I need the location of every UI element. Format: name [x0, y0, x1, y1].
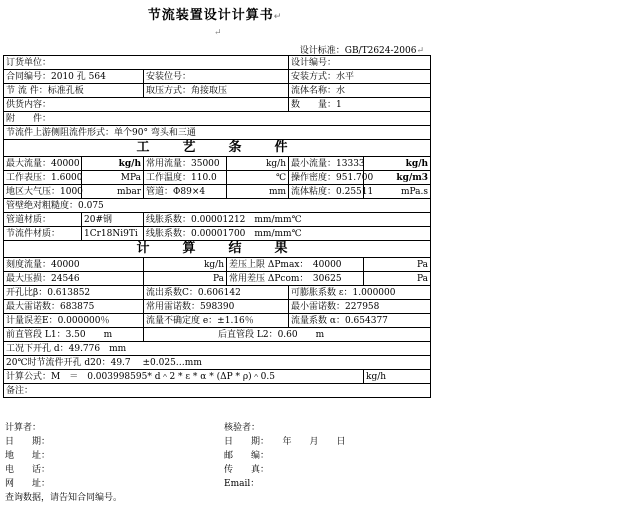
orifice-diameter-working: 工况下开孔 d：49.776 mm [4, 342, 431, 356]
flow-uncertainty: 流量不确定度 e：±1.16％ [144, 314, 289, 328]
max-reynolds: 最大雷诺数：683875 [4, 300, 144, 314]
working-pressure-unit: MPa [82, 171, 144, 185]
form-row [4, 356, 431, 370]
order-unit: 订货单位： [4, 56, 289, 70]
form-row [4, 213, 431, 227]
pipe-material-label: 管道材质： [4, 213, 82, 227]
form-row [4, 171, 431, 185]
formula-unit: kg/h [364, 370, 431, 384]
flow-coef: 流量系数 α：0.654377 [289, 314, 431, 328]
form-row [4, 140, 431, 157]
dp-common-unit: Pa [364, 272, 431, 286]
checked-by: 核验者： [224, 423, 261, 433]
discharge-coef: 流出系数C：0.606142 [144, 286, 289, 300]
address: 地 址： [5, 451, 51, 461]
section-calc-results: 计 算 结 果 [4, 241, 431, 258]
form-row [4, 185, 431, 199]
contract-no: 合同编号：2010 孔 564 [4, 70, 144, 84]
form-row [4, 328, 431, 342]
telephone: 电 话： [5, 465, 51, 475]
form-row [4, 258, 431, 272]
dp-max: 差压上限 ΔPmax： 40000 [227, 258, 364, 272]
element-material-label: 节流件材质： [4, 227, 82, 241]
form-row [4, 300, 431, 314]
email: Email： [224, 479, 260, 489]
fax: 传 真： [224, 465, 270, 475]
date-left: 日 期： [5, 437, 51, 447]
remarks: 备注： [4, 384, 431, 398]
fluid-name: 流体名称：水 [289, 84, 431, 98]
working-temp-unit: ℃ [227, 171, 289, 185]
postcode: 邮 编： [224, 451, 270, 461]
min-reynolds: 最小雷诺数：227958 [289, 300, 431, 314]
form-row [4, 56, 431, 70]
upstream-resistance: 节流件上游侧阻流件形式：单个90° 弯头和三通 [4, 126, 431, 140]
dp-common: 常用差压 ΔPcom： 30625 [227, 272, 364, 286]
pipe-size-unit: mm [227, 185, 289, 199]
form-row [4, 241, 431, 258]
max-flow-unit: kg/h [82, 157, 144, 171]
scale-flow: 刻度流量：40000 [4, 258, 144, 272]
working-temp: 工作温度：110.0 [144, 171, 227, 185]
date-right: 日 期： 年 月 日 [224, 437, 346, 447]
supply-content: 供货内容： [4, 98, 289, 112]
element-material: 1Cr18Ni9Ti [82, 227, 144, 241]
form-row [4, 370, 431, 384]
quantity: 数 量：1 [289, 98, 431, 112]
calc-formula: 计算公式：M ＝ 0.003998595* d＾2 * ε * α * (ΔP * ρ)＾0.5 [4, 370, 364, 384]
form-row [4, 272, 431, 286]
atm-pressure-unit: mbar [82, 185, 144, 199]
form-row [4, 384, 431, 398]
form-row [4, 84, 431, 98]
form-row [4, 199, 431, 213]
design-form-table [3, 55, 431, 398]
beta-ratio: 开孔比β：0.613852 [4, 286, 144, 300]
viscosity-unit: mPa.s [364, 185, 431, 199]
downstream-length: 后直管段 L2：0.60 m [144, 328, 431, 342]
website: 网 址： [5, 479, 51, 489]
pipe-size: 管道：Φ89×4 [144, 185, 227, 199]
form-row [4, 126, 431, 140]
form-row [4, 70, 431, 84]
accessories: 附 件： [4, 112, 431, 126]
orifice-diameter-20c: 20℃时节流件开孔 d20：49.7 ±0.025…mm [4, 356, 431, 370]
calculated-by: 计算者： [5, 423, 42, 433]
metering-error: 计量误差E：0.000000％ [4, 314, 144, 328]
common-flow: 常用流量：35000 [144, 157, 227, 171]
document-title: 节流装置设计计算书↵ [147, 8, 283, 23]
throttle-element: 节 流 件：标准孔板 [4, 84, 144, 98]
common-flow-unit: kg/h [227, 157, 289, 171]
atm-pressure: 地区大气压：1000 [4, 185, 82, 199]
form-row [4, 98, 431, 112]
form-row [4, 157, 431, 171]
form-row [4, 112, 431, 126]
fluid-viscosity: 流体粘度：0.25511 [289, 185, 364, 199]
density-unit: kg/m3 [364, 171, 431, 185]
paragraph-mark: ↵ [214, 28, 222, 38]
dp-max-unit: Pa [364, 258, 431, 272]
scale-flow-unit: kg/h [144, 258, 227, 272]
form-row [4, 227, 431, 241]
pipe-material: 20#钢 [82, 213, 144, 227]
form-row [4, 314, 431, 328]
min-flow: 最小流量：13333 [289, 157, 364, 171]
pressure-tapping: 取压方式：角接取压 [144, 84, 289, 98]
working-pressure: 工作表压：1.6000 [4, 171, 82, 185]
element-expansion-coef: 线胀系数：0.00001700 mm/mm℃ [144, 227, 431, 241]
operating-density: 操作密度：951.700 [289, 171, 364, 185]
install-position: 安装位号： [144, 70, 289, 84]
design-standard: 设计标准：GB/T2624-2006↵ [299, 46, 424, 56]
form-row [4, 286, 431, 300]
install-mode: 安装方式：水平 [289, 70, 431, 84]
common-reynolds: 常用雷诺数：598390 [144, 300, 289, 314]
max-flow: 最大流量：40000 [4, 157, 82, 171]
min-flow-unit: kg/h [364, 157, 431, 171]
section-process-conditions: 工 艺 条 件 [4, 140, 431, 157]
expansibility: 可膨胀系数 ε：1.000000 [289, 286, 431, 300]
max-pressure-loss: 最大压损：24546 [4, 272, 144, 286]
form-row [4, 342, 431, 356]
pipe-roughness: 管壁绝对粗糙度：0.075 [4, 199, 431, 213]
inquiry-note: 查询数据，请告知合同编号。 [5, 493, 123, 503]
pressure-loss-unit: Pa [144, 272, 227, 286]
design-no: 设计编号： [289, 56, 431, 70]
upstream-length: 前直管段 L1：3.50 m [4, 328, 144, 342]
pipe-expansion-coef: 线胀系数：0.00001212 mm/mm℃ [144, 213, 431, 227]
